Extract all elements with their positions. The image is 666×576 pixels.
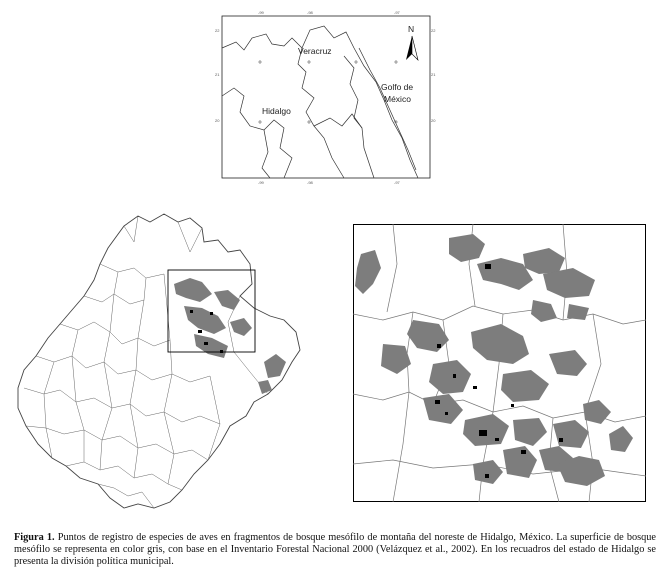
north-label: N (408, 24, 415, 34)
locator-map (214, 8, 438, 186)
top-tick-labels (258, 10, 401, 15)
veracruz-label: Veracruz (298, 46, 332, 56)
tick-label: -98 (307, 10, 313, 15)
caption-label: Figura 1. (14, 532, 55, 543)
tick-label: -98 (307, 180, 313, 185)
golfo-label-line1: Golfo de (381, 82, 414, 92)
tick-label: 20 (431, 118, 436, 123)
tick-label: 22 (215, 28, 220, 33)
tick-label: -97 (394, 180, 400, 185)
tick-label: 21 (431, 72, 436, 77)
tick-label: -97 (394, 10, 400, 15)
tick-label: -99 (258, 180, 264, 185)
state-outline (18, 214, 300, 508)
golfo-label-line2: México (384, 94, 411, 104)
hidalgo-state-map (14, 212, 314, 520)
tick-label: -99 (258, 10, 264, 15)
tick-label: 20 (215, 118, 220, 123)
caption-text: Puntos de registro de especies de aves en fragmentos de bosque mesófilo de montaña del noreste de Hidalgo, México. La superficie de bosque mesófilo se representa en color gris, con base en el Inventario Forestal Nacional 2000 (Velázquez et al., 2002). En los recuadros del estado de Hidalgo se presenta la división política municipal. (14, 532, 656, 568)
tick-label: 21 (215, 72, 220, 77)
hidalgo-label: Hidalgo (262, 106, 291, 116)
right-tick-labels (431, 28, 436, 123)
left-tick-labels (215, 28, 220, 123)
tick-label: 22 (431, 28, 436, 33)
bottom-tick-labels (258, 180, 401, 185)
figure-caption (14, 532, 656, 569)
inset-zoom-map (353, 224, 646, 502)
